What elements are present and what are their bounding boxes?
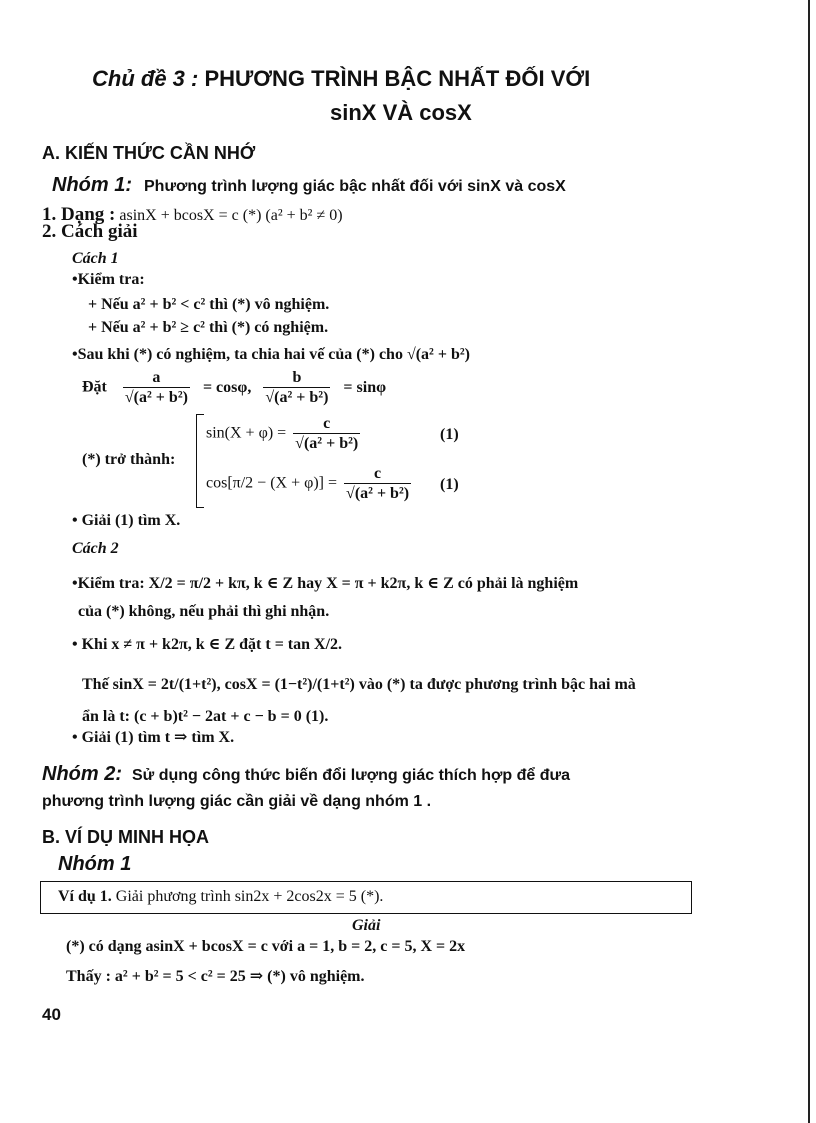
method2-check-cont: của (*) không, nếu phải thì ghi nhận. xyxy=(78,603,330,620)
fraction-a-over-root xyxy=(123,368,190,407)
system-eq1-numerator: c xyxy=(293,414,360,434)
system-eq2-denominator: √(a² + b²) xyxy=(346,485,410,502)
section-b-heading: B. VÍ DỤ MINH HỌA xyxy=(42,827,210,847)
item1-formula: asinX + bcosX = c (*) (a² + b² ≠ 0) xyxy=(119,207,343,224)
system-eq2-tag: (1) xyxy=(440,476,459,493)
method1-check: •Kiểm tra: xyxy=(72,271,145,288)
example-line xyxy=(58,888,383,906)
system-bracket xyxy=(196,414,204,508)
solution-line2: Thấy : a² + b² = 5 < c² = 25 ⇒ (*) vô nghiệm. xyxy=(66,968,365,985)
group2-heading xyxy=(42,763,570,786)
system-eq1-tag: (1) xyxy=(440,426,459,443)
method2-substitute: Thế sinX = 2t/(1+t²), cosX = (1−t²)/(1+t²) vào (*) ta được phương trình bậc hai mà xyxy=(82,676,636,693)
system-eq2-fraction xyxy=(344,464,411,503)
system-eq2 xyxy=(206,464,414,503)
system-eq1-denominator: √(a² + b²) xyxy=(295,435,359,452)
example-label: Ví dụ 1. xyxy=(58,888,112,905)
method1-set-line xyxy=(82,368,386,407)
section-a-heading: A. KIẾN THỨC CẦN NHỚ xyxy=(42,143,256,163)
system-eq1 xyxy=(206,414,363,453)
group2-label: Nhóm 2: xyxy=(42,763,122,785)
fraction-b-numerator: b xyxy=(263,368,330,388)
fraction-b-over-root xyxy=(263,368,330,407)
section-b-group-label: Nhóm 1 xyxy=(58,853,132,875)
method1-divide: •Sau khi (*) có nghiệm, ta chia hai vế của (*) cho √(a² + b²) xyxy=(72,346,470,363)
fraction-b-denominator: √(a² + b²) xyxy=(265,389,329,406)
system-eq1-fraction xyxy=(293,414,360,453)
example-text: Giải phương trình sin2x + 2cos2x = 5 (*). xyxy=(115,888,384,905)
system-eq1-lhs: sin(X + φ) = xyxy=(206,424,287,442)
group2-description-line1: Sử dụng công thức biến đổi lượng giác thích hợp để đưa xyxy=(132,767,570,784)
chapter-title-line1 xyxy=(92,66,590,92)
group1-label: Nhóm 1: xyxy=(52,174,132,196)
system-eq2-numerator: c xyxy=(344,464,411,484)
set-label: Đặt xyxy=(82,378,107,396)
chapter-title-line2: sinX VÀ cosX xyxy=(330,100,472,125)
method2-solve: • Giải (1) tìm t ⇒ tìm X. xyxy=(72,729,235,746)
system-eq2-lhs: cos[π/2 − (X + φ)] = xyxy=(206,474,338,492)
method1-case2: + Nếu a² + b² ≥ c² thì (*) có nghiệm. xyxy=(88,319,329,336)
chapter-topic: Chủ đề 3 : xyxy=(92,66,199,91)
eq-cos-phi: = cosφ, xyxy=(202,378,252,396)
item1-label: 1. Dạng : xyxy=(42,204,116,225)
page-number: 40 xyxy=(42,1005,61,1024)
becomes-label: (*) trở thành: xyxy=(82,451,176,468)
method1-solve: • Giải (1) tìm X. xyxy=(72,512,181,529)
item2-label: 2. Cách giải xyxy=(42,221,138,242)
method2-label: Cách 2 xyxy=(72,540,119,557)
fraction-a-numerator: a xyxy=(123,368,190,388)
group2-description-line2: phương trình lượng giác cần giải về dạng nhóm 1 . xyxy=(42,793,432,810)
chapter-title-text: PHƯƠNG TRÌNH BẬC NHẤT ĐỐI VỚI xyxy=(204,66,591,91)
eq-sin-phi: = sinφ xyxy=(343,378,387,396)
method1-label: Cách 1 xyxy=(72,250,119,267)
solution-line1: (*) có dạng asinX + bcosX = c với a = 1, b = 2, c = 5, X = 2x xyxy=(66,938,466,955)
method2-when: • Khi x ≠ π + k2π, k ∈ Z đặt t = tan X/2. xyxy=(72,636,343,653)
page-edge-rule xyxy=(808,0,810,1123)
method2-unknown: ẩn là t: (c + b)t² − 2at + c − b = 0 (1). xyxy=(82,708,329,725)
fraction-a-denominator: √(a² + b²) xyxy=(124,389,188,406)
solution-label: Giải xyxy=(352,917,381,934)
method2-check: •Kiểm tra: X/2 = π/2 + kπ, k ∈ Z hay X = π + k2π, k ∈ Z có phải là nghiệm xyxy=(72,575,579,592)
group1-description: Phương trình lượng giác bậc nhất đối với sinX và cosX xyxy=(144,178,566,195)
method1-case1: + Nếu a² + b² < c² thì (*) vô nghiệm. xyxy=(88,296,330,313)
group1-heading xyxy=(52,174,566,197)
